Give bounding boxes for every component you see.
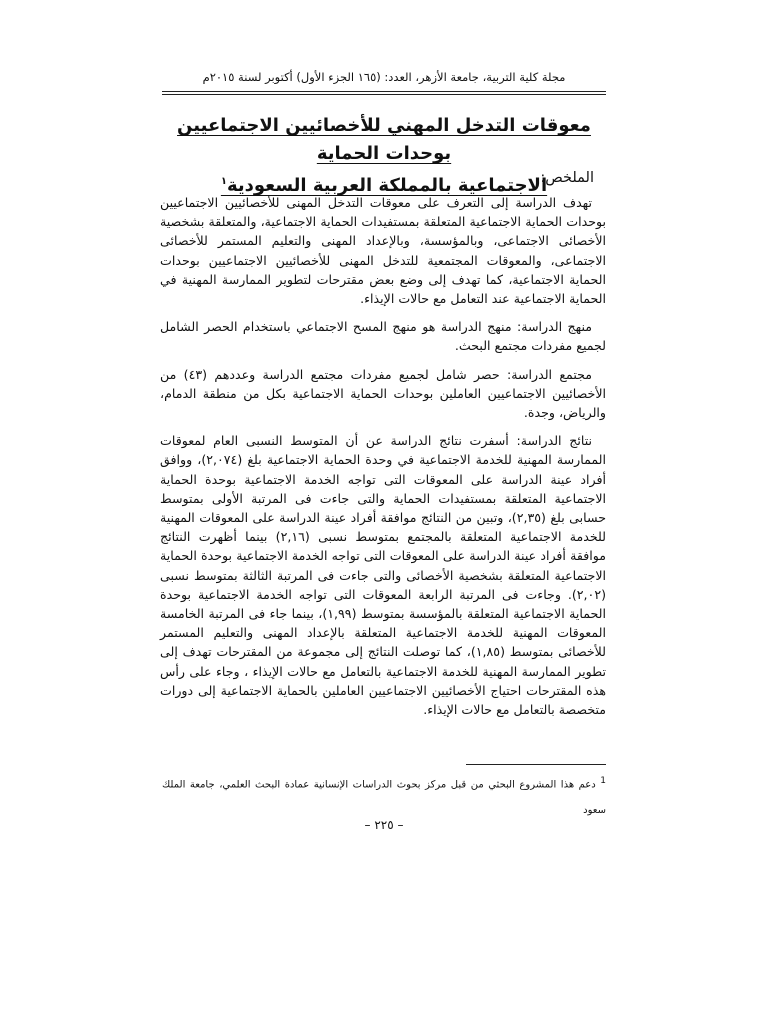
paragraph-results: نتائج الدراسة: أسفرت نتائج الدراسة عن أن المتوسط النسبى العام لمعوقات الممارسة المهنية للخدمة الاجتماعية في وحدة الحماية الاجتماعية بلغ (٢,٠٧٤)، ووافق أفراد عينة الدراسة على المعوقات التى تواجه الخدمة الاجتماعية بوحدة الحماية الاجتماعية المتعلقة بمستفيدات الحماية والتى جاءت فى المرتبة الأولى بمتوسط حسابى بلغ (٢,٣٥)، وتبين من النتائج موافقة أفراد عينة الدراسة على المعوقات المهنية للخدمة الاجتماعية المتعلقة بالمجتمع بمتوسط نسبى (٢,١٦) بينما أظهرت النتائج موافقة أفراد عينة الدراسة على المعوقات التى تواجه الخدمة الاجتماعية بوحدة الحماية الاجتماعية المتعلقة بشخصية الأخصائى والتى جاءت فى المرتبة الثالثة بمتوسط نسبى (٢,٠٢). وجاءت فى المرتبة الرابعة المعوقات التى تواجه الخدمة الاجتماعية بوحدة الحماية الاجتماعية المتعلقة بالمؤسسة بمتوسط (١,٩٩)، بينما جاء فى المرتبة الخامسة المعوقات المهنية للخدمة الاجتماعية المتعلقة بالإعداد المهنى والتعليم المستمر للأخصائى بمتوسط (١,٨٥)، كما توصلت النتائج إلى مجموعة من المقترحات تهدف إلى تطوير الممارسة المهنية للخدمة الاجتماعية بالتعامل مع حالات الإيذاء ، وجاء على رأس هذه المقترحات احتياج الأخصائيين الاجتماعيين العاملين بالحماية الاجتماعية إلى دورات متخصصة بالتعامل مع حالات الإيذاء. <box>160 433 607 718</box>
title-line-2-text: الاجتماعية بالمملكة العربية السعودية <box>226 175 548 196</box>
paragraph-aims: تهدف الدراسة إلى التعرف على معوقات التدخل المهنى للأخصائيين الاجتماعيين بوحدات الحماية الاجتماعية المتعلقة بمستفيدات الحماية الاجتماعية، والمتعلقة بشخصية الأخصائى الاجتماعى، وبالمؤسسة، وبالإعداد المهنى والتعليم المستمر للأخصائى الاجتماعى، والمعوقات المجتمعية للتدخل المهنى للأخصائيين الاجتماعيين بوحدات الحماية الاجتماعية، كما تهدف إلى وضع بعض مقترحات لتطوير الممارسة المهنية في الحماية الاجتماعية عند التعامل مع حالات الإيذاء. <box>160 195 606 307</box>
running-head: مجلة كلية التربية، جامعة الأزهر، العدد: (١٦٥ الجزء الأول) أكتوبر لسنة ٢٠١٥م <box>202 70 566 84</box>
footnote <box>162 768 606 824</box>
header-double-rule <box>162 91 606 95</box>
footnote-text: دعم هذا المشروع البحثي من قبل مركز بحوث الدراسات الإنسانية عمادة البحث العلمي، جامعة الملك سعود <box>162 779 606 817</box>
abstract-heading: الملخص: <box>540 170 594 186</box>
footnote-separator <box>466 764 606 765</box>
abstract-body <box>160 193 606 728</box>
footnote-mark: 1 <box>600 776 606 786</box>
paragraph-method: منهج الدراسة: منهج الدراسة هو منهج المسح الاجتماعي باستخدام الحصر الشامل لجميع مفردات مجتمع البحث. <box>160 319 606 354</box>
page-number: – ٢٢٥ – <box>364 818 404 832</box>
title-line-1: معوقات التدخل المهني للأخصائيين الاجتماعيين بوحدات الحماية <box>177 115 591 164</box>
paragraph-population: مجتمع الدراسة: حصر شامل لجميع مفردات مجتمع الدراسة وعددهم (٤٣) من الأخصائيين الاجتماعيين العاملين بوحدات الحماية الاجتماعية بكل من منطقة الدمام، والرياض، وجدة. <box>160 366 606 421</box>
title-footnote-mark: ١ <box>220 176 227 187</box>
